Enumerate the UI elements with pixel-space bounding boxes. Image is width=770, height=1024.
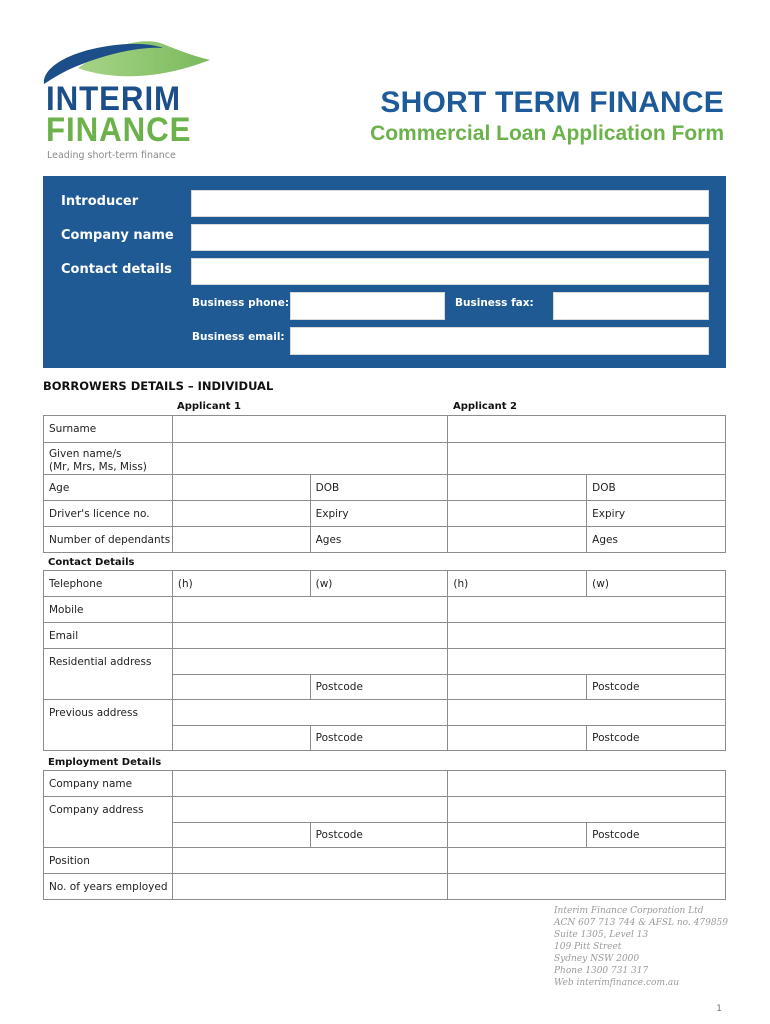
borrowers-table bbox=[43, 415, 726, 553]
applicant-2-position-field[interactable] bbox=[448, 848, 726, 874]
applicant-1-home-phone-field[interactable]: (h) bbox=[172, 571, 310, 597]
introducer-label: Introducer bbox=[61, 194, 139, 209]
given-names-text: Given name/s bbox=[49, 448, 122, 460]
company-name-label: Company name bbox=[61, 228, 174, 243]
page-subtitle: Commercial Loan Application Form bbox=[370, 122, 724, 145]
applicant-1-heading: Applicant 1 bbox=[177, 401, 241, 412]
logo-tagline: Leading short-term finance bbox=[47, 150, 176, 161]
applicant-1-employer-postcode-field[interactable]: Postcode bbox=[310, 823, 448, 848]
business-email-label: Business email: bbox=[192, 331, 285, 343]
applicant-1-age-field[interactable] bbox=[172, 475, 310, 501]
applicant-2-previous-field[interactable] bbox=[448, 700, 726, 726]
footer-address bbox=[554, 905, 728, 989]
applicant-2-given-names-field[interactable] bbox=[448, 443, 726, 475]
business-phone-label: Business phone: bbox=[192, 297, 290, 309]
applicant-2-work-phone-field[interactable]: (w) bbox=[587, 571, 726, 597]
applicant-2-previous-line2-field[interactable] bbox=[448, 726, 587, 751]
previous-address-spacer bbox=[44, 726, 173, 751]
employment-details-heading: Employment Details bbox=[48, 757, 162, 768]
applicant-1-expiry-field[interactable]: Expiry bbox=[310, 501, 448, 527]
page-number: 1 bbox=[716, 1004, 722, 1014]
contact-details-field[interactable] bbox=[191, 258, 709, 285]
footer-phone: Phone 1300 731 317 bbox=[554, 966, 649, 976]
footer-suite: Suite 1305, Level 13 bbox=[554, 930, 649, 940]
applicant-2-residential-line2-field[interactable] bbox=[448, 675, 587, 700]
logo-swoosh-icon bbox=[38, 38, 213, 86]
business-email-field[interactable] bbox=[290, 327, 709, 355]
applicant-1-previous-line2-field[interactable] bbox=[172, 726, 310, 751]
previous-address-label: Previous address bbox=[44, 700, 173, 726]
applicant-1-dob-field[interactable]: DOB bbox=[310, 475, 448, 501]
applicant-2-dob-field[interactable]: DOB bbox=[587, 475, 726, 501]
contact-table bbox=[43, 570, 726, 751]
applicant-1-work-phone-field[interactable]: (w) bbox=[310, 571, 448, 597]
applicant-2-email-field[interactable] bbox=[448, 623, 726, 649]
footer-company: Interim Finance Corporation Ltd bbox=[554, 906, 704, 916]
applicant-1-position-field[interactable] bbox=[172, 848, 448, 874]
applicant-1-previous-postcode-field[interactable]: Postcode bbox=[310, 726, 448, 751]
footer-city: Sydney NSW 2000 bbox=[554, 954, 640, 964]
applicant-1-previous-field[interactable] bbox=[172, 700, 448, 726]
applicant-2-previous-postcode-field[interactable]: Postcode bbox=[587, 726, 726, 751]
applicant-2-age-field[interactable] bbox=[448, 475, 587, 501]
company-name-field[interactable] bbox=[191, 224, 709, 251]
applicant-2-employer-field[interactable] bbox=[448, 771, 726, 797]
applicant-1-mobile-field[interactable] bbox=[172, 597, 448, 623]
applicant-2-licence-field[interactable] bbox=[448, 501, 587, 527]
applicant-1-surname-field[interactable] bbox=[172, 416, 448, 443]
dependants-label: Number of dependants bbox=[44, 527, 173, 553]
applicant-2-expiry-field[interactable]: Expiry bbox=[587, 501, 726, 527]
page-title: SHORT TERM FINANCE bbox=[380, 86, 724, 119]
applicant-1-residential-field[interactable] bbox=[172, 649, 448, 675]
email-label: Email bbox=[44, 623, 173, 649]
applicant-2-employer-address-field[interactable] bbox=[448, 797, 726, 823]
residential-address-label: Residential address bbox=[44, 649, 173, 675]
applicant-1-ages-field[interactable]: Ages bbox=[310, 527, 448, 553]
applicant-2-heading: Applicant 2 bbox=[453, 401, 517, 412]
given-names-hint: (Mr, Mrs, Ms, Miss) bbox=[49, 461, 147, 473]
business-phone-field[interactable] bbox=[290, 292, 445, 320]
footer-acn: ACN 607 713 744 & AFSL no. 479859 bbox=[554, 918, 728, 928]
given-names-label bbox=[44, 443, 173, 475]
applicant-2-dependants-field[interactable] bbox=[448, 527, 587, 553]
applicant-2-residential-postcode-field[interactable]: Postcode bbox=[587, 675, 726, 700]
applicant-1-dependants-field[interactable] bbox=[172, 527, 310, 553]
logo-wordmark-interim: INTERIM bbox=[46, 80, 182, 118]
applicant-1-licence-field[interactable] bbox=[172, 501, 310, 527]
business-fax-field[interactable] bbox=[553, 292, 709, 320]
applicant-2-residential-field[interactable] bbox=[448, 649, 726, 675]
applicant-2-ages-field[interactable]: Ages bbox=[587, 527, 726, 553]
borrowers-heading: BORROWERS DETAILS – INDIVIDUAL bbox=[43, 379, 274, 393]
business-fax-label: Business fax: bbox=[455, 297, 534, 309]
surname-label: Surname bbox=[44, 416, 173, 443]
employment-table bbox=[43, 770, 726, 900]
applicant-1-email-field[interactable] bbox=[172, 623, 448, 649]
position-label: Position bbox=[44, 848, 173, 874]
applicant-2-employer-address-line2-field[interactable] bbox=[448, 823, 587, 848]
residential-address-spacer bbox=[44, 675, 173, 700]
footer-street: 109 Pitt Street bbox=[554, 942, 622, 952]
applicant-2-employer-postcode-field[interactable]: Postcode bbox=[587, 823, 726, 848]
employer-address-spacer bbox=[44, 823, 173, 848]
applicant-2-home-phone-field[interactable]: (h) bbox=[448, 571, 587, 597]
contact-details-heading: Contact Details bbox=[48, 557, 135, 568]
contact-details-label: Contact details bbox=[61, 262, 172, 277]
applicant-2-surname-field[interactable] bbox=[448, 416, 726, 443]
applicant-2-mobile-field[interactable] bbox=[448, 597, 726, 623]
applicant-1-employer-address-field[interactable] bbox=[172, 797, 448, 823]
employer-company-address-label: Company address bbox=[44, 797, 173, 823]
applicant-1-given-names-field[interactable] bbox=[172, 443, 448, 475]
licence-label: Driver's licence no. bbox=[44, 501, 173, 527]
applicant-1-years-field[interactable] bbox=[172, 874, 448, 900]
applicant-1-employer-field[interactable] bbox=[172, 771, 448, 797]
age-label: Age bbox=[44, 475, 173, 501]
introducer-field[interactable] bbox=[191, 190, 709, 217]
years-employed-label: No. of years employed bbox=[44, 874, 173, 900]
introducer-panel bbox=[43, 176, 726, 368]
telephone-label: Telephone bbox=[44, 571, 173, 597]
mobile-label: Mobile bbox=[44, 597, 173, 623]
applicant-1-residential-postcode-field[interactable]: Postcode bbox=[310, 675, 448, 700]
footer-web[interactable]: Web interimfinance.com.au bbox=[554, 978, 680, 988]
applicant-2-years-field[interactable] bbox=[448, 874, 726, 900]
applicant-1-employer-address-line2-field[interactable] bbox=[172, 823, 310, 848]
applicant-1-residential-line2-field[interactable] bbox=[172, 675, 310, 700]
logo-wordmark-finance: FINANCE bbox=[46, 111, 192, 149]
employer-company-name-label: Company name bbox=[44, 771, 173, 797]
